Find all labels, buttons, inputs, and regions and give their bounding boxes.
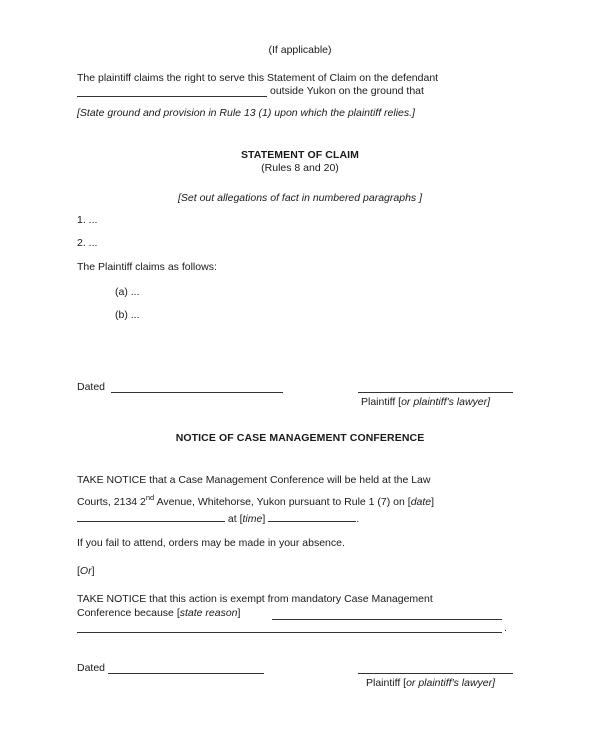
take-notice-line-2	[77, 493, 435, 509]
signature-caption-2	[366, 677, 495, 690]
exempt-line-1: TAKE NOTICE that this action is exempt from mandatory Case Management	[77, 593, 433, 605]
dated-label-2: Dated	[77, 662, 106, 674]
paragraph-2: 2. ...	[77, 237, 98, 249]
at-label: at [	[227, 513, 243, 525]
time-blank-line	[268, 510, 356, 522]
or-word: Or	[79, 565, 92, 577]
reason-period: .	[504, 622, 507, 634]
date-bracket-close: ]	[431, 496, 435, 508]
courts-text: Courts, 2134 2	[77, 496, 146, 508]
signature-caption-prefix: Plaintiff [	[361, 396, 402, 408]
reason-blank-line-1	[272, 619, 502, 620]
take-notice-line-3: at [time] .	[77, 510, 359, 526]
ordinal-suffix: nd	[145, 493, 155, 502]
time-bracket-close: ]	[262, 513, 266, 525]
reason-blank-line-2	[77, 632, 502, 633]
if-applicable-note: (If applicable)	[268, 44, 332, 56]
signature-line	[358, 392, 513, 393]
time-placeholder: time	[242, 513, 263, 525]
state-reason-placeholder: state reason	[179, 607, 238, 619]
reason-bracket-close: ]	[237, 607, 241, 619]
allegations-instruction: [Set out allegations of fact in numbered paragraphs ]	[178, 192, 422, 204]
service-paragraph-line-2: outside Yukon on the ground that	[270, 85, 424, 97]
statement-rules: (Rules 8 and 20)	[261, 162, 339, 174]
signature-line-2	[358, 673, 513, 674]
exempt-prefix: Conference because [	[77, 607, 180, 619]
dated-blank-line	[111, 392, 283, 393]
ground-blank-line	[77, 96, 267, 97]
dated-blank-line-2	[108, 673, 264, 674]
statement-title: STATEMENT OF CLAIM	[240, 149, 360, 161]
ground-instruction: [State ground and provision in Rule 13 (1) upon which the plaintiff relies.]	[77, 107, 415, 119]
notice-title: NOTICE OF CASE MANAGEMENT CONFERENCE	[175, 432, 425, 444]
date-blank-line	[77, 510, 225, 522]
signature-caption-italic: or plaintiff's lawyer]	[401, 396, 491, 408]
or-bracket-open: [	[77, 565, 80, 577]
take-notice-line-1: TAKE NOTICE that a Case Management Conference will be held at the Law	[77, 474, 431, 486]
claims-intro: The Plaintiff claims as follows:	[77, 261, 217, 273]
signature-caption	[361, 396, 490, 409]
claim-a: (a) ...	[115, 286, 140, 298]
or-bracket-close: ]	[91, 565, 95, 577]
courts-text-cont: Avenue, Whitehorse, Yukon pursuant to Rule 1 (7) on [	[154, 496, 411, 508]
claim-b: (b) ...	[115, 309, 140, 321]
dated-label: Dated	[77, 381, 106, 393]
signature-caption-2-italic: or plaintiff's lawyer]	[406, 677, 496, 689]
fail-to-attend: If you fail to attend, orders may be made in your absence.	[77, 537, 345, 549]
service-paragraph-line-1: The plaintiff claims the right to serve this Statement of Claim on the defendant	[77, 72, 439, 84]
paragraph-1: 1. ...	[77, 214, 98, 226]
date-placeholder: date	[410, 496, 432, 508]
exempt-line-2	[77, 607, 240, 620]
or-marker	[77, 565, 95, 578]
signature-caption-2-prefix: Plaintiff [	[366, 677, 407, 689]
